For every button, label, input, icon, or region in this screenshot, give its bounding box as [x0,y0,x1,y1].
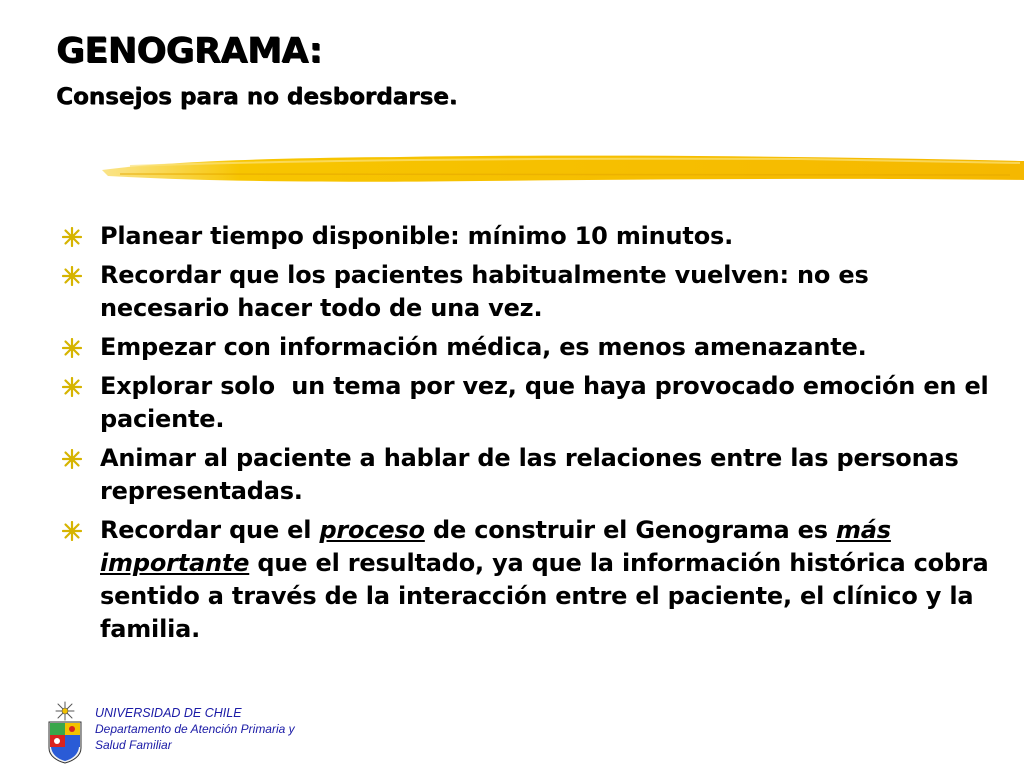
tips-list [62,220,1002,652]
university-crest-icon [44,700,86,764]
list-item [62,370,1002,436]
star-bullet-icon [62,449,82,469]
footer-university: UNIVERSIDAD DE CHILE [95,706,242,720]
list-item [62,259,1002,325]
emphasis-mas-importante: más importante [100,516,891,577]
star-bullet-icon [62,521,82,541]
list-item-text: Explorar solo un tema por vez, que haya provocado emoción en el paciente. [100,372,997,433]
star-bullet-icon [62,227,82,247]
star-bullet-icon [62,377,82,397]
slide-title: GENOGRAMA: [56,31,323,71]
text-part: de construir el Genograma es [424,516,836,544]
list-item-text: Recordar que los pacientes habitualmente vuelven: no es necesario hacer todo de una vez. [100,261,869,322]
list-item-text [100,516,989,643]
footer-institution [95,705,295,753]
text-part: Recordar que el [100,516,320,544]
slide-subtitle: Consejos para no desbordarse. [56,84,458,110]
list-item-text: Empezar con información médica, es menos amenazante. [100,333,867,361]
list-item-text: Animar al paciente a hablar de las relaciones entre las personas representadas. [100,444,959,505]
emphasis-proceso: proceso [319,516,425,544]
star-bullet-icon [62,266,82,286]
highlighter-stroke [100,148,1024,188]
footer-department-line1: Departamento de Atención Primaria y [95,722,295,736]
list-item [62,442,1002,508]
list-item [62,514,1002,646]
list-item [62,220,1002,253]
footer-department-line2: Salud Familiar [95,738,172,752]
text-part: que el resultado, ya que la información histórica cobra sentido a través de la interacción entre el paciente, el clínico y la familia. [100,549,989,643]
list-item [62,331,1002,364]
list-item-text: Planear tiempo disponible: mínimo 10 minutos. [100,222,734,250]
star-bullet-icon [62,338,82,358]
